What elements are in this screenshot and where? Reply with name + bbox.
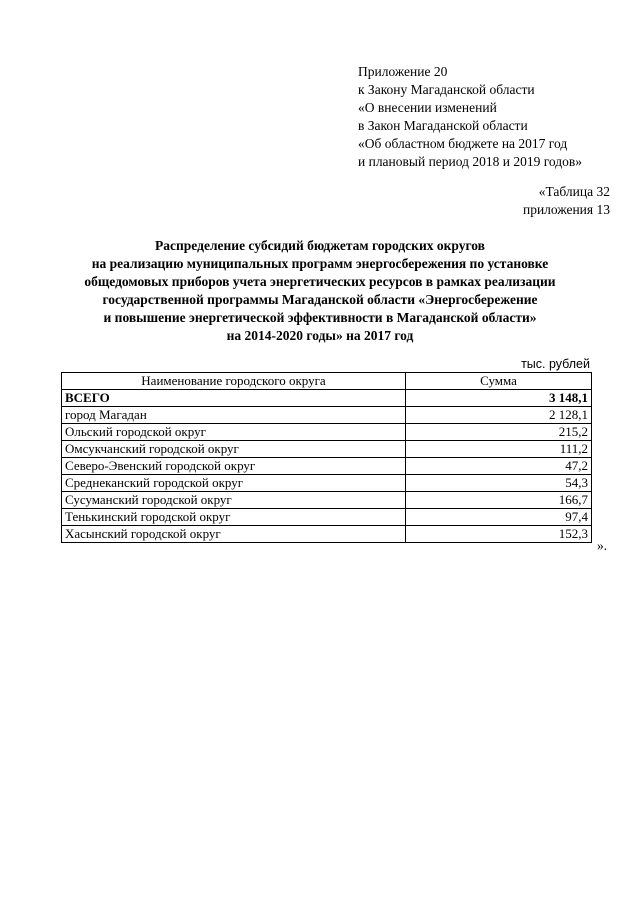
district-name: Хасынский городской округ (62, 526, 406, 543)
title-line: общедомовых приборов учета энергетических ресурсов в рамках реализации (84, 274, 556, 289)
district-name: Среднеканский городской округ (62, 475, 406, 492)
appendix-line: «О внесении изменений (358, 100, 497, 115)
units-label: тыс. рублей (521, 357, 590, 371)
table-row (62, 475, 592, 492)
distribution-table (61, 372, 592, 543)
appendix-line: Приложение 20 (358, 64, 448, 79)
district-name: Омсукчанский городской округ (62, 441, 406, 458)
header-amount: Сумма (406, 373, 592, 390)
table-row-total (62, 390, 592, 407)
table-row (62, 526, 592, 543)
district-name: город Магадан (62, 407, 406, 424)
district-name: Сусуманский городской округ (62, 492, 406, 509)
table-row (62, 407, 592, 424)
appendix-line: «Об областном бюджете на 2017 год (358, 136, 568, 151)
district-name: Тенькинский городской округ (62, 509, 406, 526)
header-district-name: Наименование городского округа (62, 373, 406, 390)
title-line: государственной программы Магаданской области «Энергосбережение (102, 292, 538, 307)
table-reference (523, 183, 610, 219)
title-line: Распределение субсидий бюджетам городских округов (155, 238, 485, 253)
table-reference-line: «Таблица 32 (538, 184, 610, 199)
district-amount: 215,2 (406, 424, 592, 441)
total-label: ВСЕГО (62, 390, 406, 407)
table-row (62, 441, 592, 458)
table-row (62, 458, 592, 475)
table-reference-line: приложения 13 (522, 202, 610, 217)
title-line: на реализацию муниципальных программ энергосбережения по установке (91, 256, 549, 271)
district-amount: 111,2 (406, 441, 592, 458)
appendix-header (358, 63, 582, 171)
district-amount: 54,3 (406, 475, 592, 492)
document-title (40, 237, 600, 345)
district-amount: 166,7 (406, 492, 592, 509)
closing-quote-mark: ». (597, 538, 608, 553)
district-amount: 47,2 (406, 458, 592, 475)
district-amount: 2 128,1 (406, 407, 592, 424)
district-name: Северо-Эвенский городской округ (62, 458, 406, 475)
table-row (62, 492, 592, 509)
table-row (62, 509, 592, 526)
total-amount: 3 148,1 (406, 390, 592, 407)
title-line: и повышение энергетической эффективности в Магаданской области» (103, 310, 537, 325)
table-row (62, 424, 592, 441)
district-name: Ольский городской округ (62, 424, 406, 441)
appendix-line: в Закон Магаданской области (358, 118, 528, 133)
district-amount: 97,4 (406, 509, 592, 526)
table-header-row (62, 373, 592, 390)
appendix-line: и плановый период 2018 и 2019 годов» (358, 154, 583, 169)
appendix-line: к Закону Магаданской области (358, 82, 535, 97)
district-amount: 152,3 (406, 526, 592, 543)
title-line: на 2014-2020 годы» на 2017 год (226, 328, 414, 343)
